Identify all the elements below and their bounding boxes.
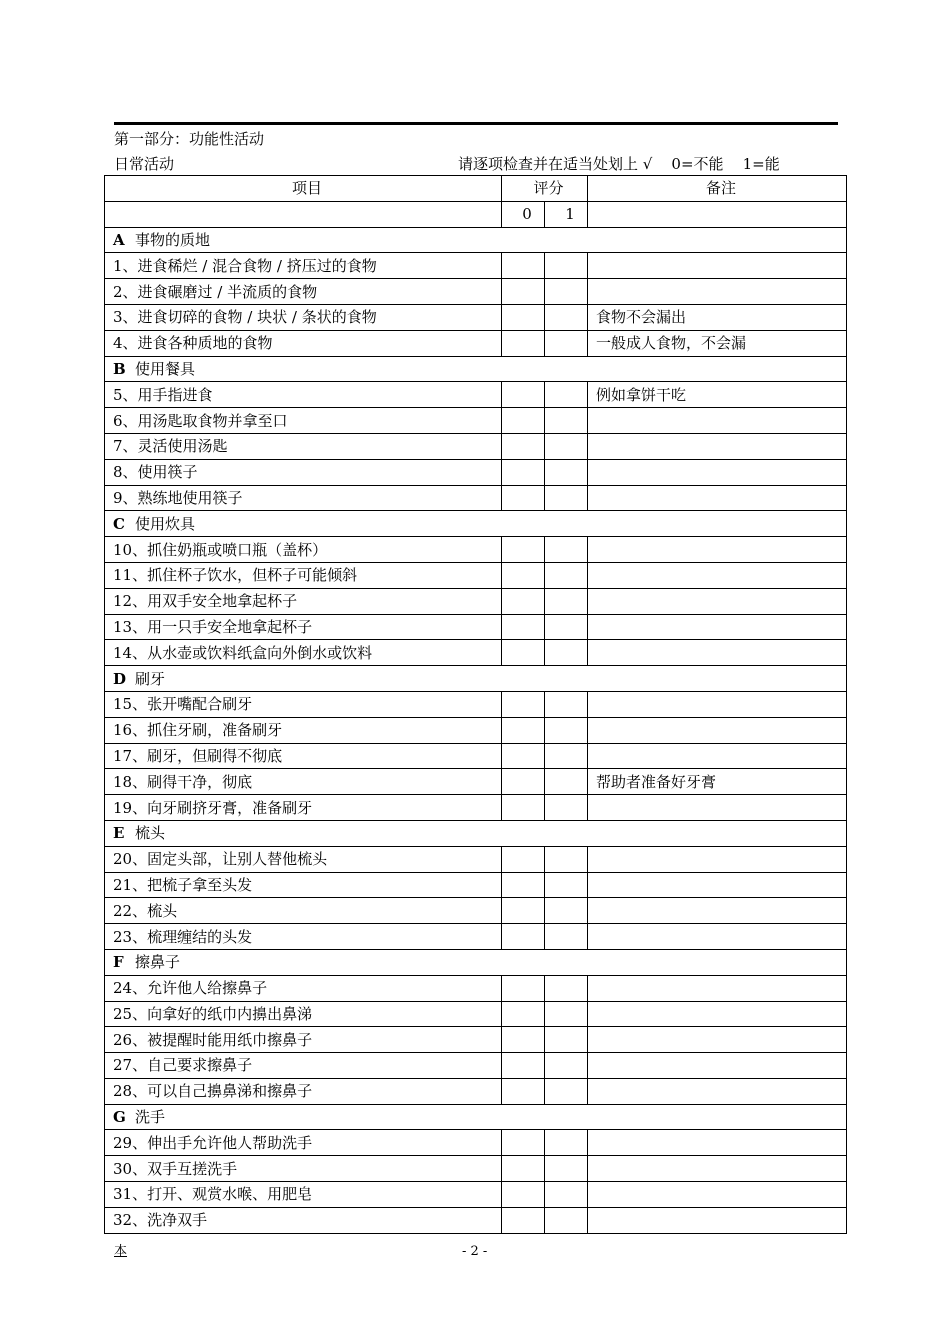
section-title: 刷牙 — [135, 669, 166, 688]
item-text: 13、用一只手安全地拿起杯子 — [105, 614, 502, 640]
note-cell — [588, 1078, 847, 1104]
score-1-cell[interactable] — [545, 1027, 588, 1053]
note-cell — [588, 846, 847, 872]
item-text: 17、刷牙，但刷得不彻底 — [105, 743, 502, 769]
section-title: 使用炊具 — [135, 514, 196, 533]
column-header-score: 评分 — [502, 176, 588, 202]
assessment-table — [104, 175, 847, 1234]
score-1-cell[interactable] — [545, 537, 588, 563]
section-title: 梳头 — [135, 824, 166, 843]
section-heading — [105, 227, 847, 253]
score-1-cell[interactable] — [545, 588, 588, 614]
item-text: 1、进食稀烂 / 混合食物 / 挤压过的食物 — [105, 253, 502, 279]
score-1-cell[interactable] — [545, 485, 588, 511]
section-letter: F — [113, 953, 124, 972]
section-title: 使用餐具 — [135, 359, 196, 378]
note-cell: 帮助者准备好牙膏 — [588, 769, 847, 795]
score-0-cell[interactable] — [502, 898, 545, 924]
score-0-cell[interactable] — [502, 485, 545, 511]
score-1-cell[interactable] — [545, 898, 588, 924]
blank-cell — [105, 201, 502, 227]
note-cell — [588, 743, 847, 769]
blank-cell — [588, 201, 847, 227]
note-cell — [588, 614, 847, 640]
score-0-cell[interactable] — [502, 588, 545, 614]
table-row — [105, 562, 847, 588]
section-letter: D — [113, 669, 127, 688]
item-text: 11、抓住杯子饮水，但杯子可能倾斜 — [105, 562, 502, 588]
section-letter: A — [113, 230, 125, 249]
score-1-cell[interactable] — [545, 743, 588, 769]
score-1-cell[interactable] — [545, 433, 588, 459]
score-0-cell[interactable] — [502, 279, 545, 305]
score-0-cell[interactable] — [502, 433, 545, 459]
section-row — [105, 949, 847, 975]
score-0-cell[interactable] — [502, 1001, 545, 1027]
score-0-cell[interactable] — [502, 408, 545, 434]
instruction-text: 请逐项检查并在适当处划上 √ 0=不能 1=能 — [458, 155, 780, 173]
note-cell: 一般成人食物，不会漏 — [588, 330, 847, 356]
table-row — [105, 1207, 847, 1233]
table-row — [105, 769, 847, 795]
score-1-cell[interactable] — [545, 846, 588, 872]
table-row — [105, 795, 847, 821]
score-0-label: 0 — [502, 201, 545, 227]
note-cell — [588, 459, 847, 485]
table-row — [105, 846, 847, 872]
section-letter: B — [113, 359, 126, 378]
score-0-cell[interactable] — [502, 795, 545, 821]
score-1-cell[interactable] — [545, 279, 588, 305]
note-cell — [588, 795, 847, 821]
table-row — [105, 924, 847, 950]
table-row — [105, 1053, 847, 1079]
top-rule — [114, 122, 838, 125]
daily-activities-label: 日常活动 — [114, 155, 175, 173]
table-row — [105, 640, 847, 666]
score-0-cell[interactable] — [502, 640, 545, 666]
item-text: 9、熟练地使用筷子 — [105, 485, 502, 511]
section-heading — [105, 356, 847, 382]
table-header-row — [105, 176, 847, 202]
item-text: 30、双手互搓洗手 — [105, 1156, 502, 1182]
score-1-label: 1 — [545, 201, 588, 227]
section-row — [105, 820, 847, 846]
score-0-cell[interactable] — [502, 924, 545, 950]
score-0-cell[interactable] — [502, 1156, 545, 1182]
item-text: 27、自己要求擦鼻子 — [105, 1053, 502, 1079]
score-0-cell[interactable] — [502, 459, 545, 485]
score-0-cell[interactable] — [502, 717, 545, 743]
score-1-cell[interactable] — [545, 1078, 588, 1104]
note-cell — [588, 588, 847, 614]
score-0-cell[interactable] — [502, 872, 545, 898]
item-text: 32、洗净双手 — [105, 1207, 502, 1233]
item-text: 22、梳头 — [105, 898, 502, 924]
note-cell — [588, 253, 847, 279]
score-0-cell[interactable] — [502, 614, 545, 640]
item-text: 31、打开、观赏水喉、用肥皂 — [105, 1182, 502, 1208]
note-cell — [588, 975, 847, 1001]
column-header-notes: 备注 — [588, 176, 847, 202]
score-1-cell[interactable] — [545, 1053, 588, 1079]
item-text: 23、梳理缠结的头发 — [105, 924, 502, 950]
score-1-cell[interactable] — [545, 717, 588, 743]
score-1-cell[interactable] — [545, 253, 588, 279]
score-0-cell[interactable] — [502, 253, 545, 279]
score-1-cell[interactable] — [545, 330, 588, 356]
note-cell — [588, 485, 847, 511]
table-row — [105, 382, 847, 408]
score-1-cell[interactable] — [545, 382, 588, 408]
table-row — [105, 614, 847, 640]
section-row — [105, 356, 847, 382]
note-cell — [588, 1053, 847, 1079]
score-0-cell[interactable] — [502, 975, 545, 1001]
table-row — [105, 898, 847, 924]
item-text: 28、可以自己擤鼻涕和擦鼻子 — [105, 1078, 502, 1104]
table-row — [105, 433, 847, 459]
item-text: 12、用双手安全地拿起杯子 — [105, 588, 502, 614]
score-1-cell[interactable] — [545, 408, 588, 434]
score-0-cell[interactable] — [502, 537, 545, 563]
note-cell — [588, 1027, 847, 1053]
item-text: 14、从水壶或饮料纸盒向外倒水或饮料 — [105, 640, 502, 666]
table-row — [105, 408, 847, 434]
note-cell — [588, 1156, 847, 1182]
score-0-cell[interactable] — [502, 769, 545, 795]
note-cell — [588, 640, 847, 666]
table-row — [105, 459, 847, 485]
score-0-cell[interactable] — [502, 382, 545, 408]
table-row — [105, 279, 847, 305]
score-1-cell[interactable] — [545, 975, 588, 1001]
score-1-cell[interactable] — [545, 691, 588, 717]
page-number: - 2 - — [462, 1244, 488, 1259]
note-cell — [588, 872, 847, 898]
item-text: 10、抓住奶瓶或喷口瓶（盖杯） — [105, 537, 502, 563]
section-title: 洗手 — [135, 1108, 166, 1127]
note-cell — [588, 898, 847, 924]
score-1-cell[interactable] — [545, 872, 588, 898]
score-1-cell[interactable] — [545, 1207, 588, 1233]
table-row — [105, 588, 847, 614]
part-title: 第一部分：功能性活动 — [114, 130, 265, 148]
table-row — [105, 1130, 847, 1156]
item-text: 18、刷得干净，彻底 — [105, 769, 502, 795]
item-text: 2、进食碾磨过 / 半流质的食物 — [105, 279, 502, 305]
section-row — [105, 1104, 847, 1130]
table-row — [105, 691, 847, 717]
section-letter: C — [113, 514, 125, 533]
table-row — [105, 330, 847, 356]
section-row — [105, 227, 847, 253]
table-row — [105, 743, 847, 769]
table-row — [105, 872, 847, 898]
table-row — [105, 717, 847, 743]
note-cell: 例如拿饼干吃 — [588, 382, 847, 408]
item-text: 4、进食各种质地的食物 — [105, 330, 502, 356]
score-0-cell[interactable] — [502, 1078, 545, 1104]
item-text: 7、灵活使用汤匙 — [105, 433, 502, 459]
score-1-cell[interactable] — [545, 614, 588, 640]
score-1-cell[interactable] — [545, 1001, 588, 1027]
note-cell — [588, 717, 847, 743]
score-0-cell[interactable] — [502, 1207, 545, 1233]
table-row — [105, 537, 847, 563]
table-row — [105, 1027, 847, 1053]
score-scale-row — [105, 201, 847, 227]
note-cell — [588, 1207, 847, 1233]
item-text: 5、用手指进食 — [105, 382, 502, 408]
section-letter: G — [113, 1108, 126, 1127]
section-letter: E — [113, 824, 125, 843]
table-row — [105, 1182, 847, 1208]
score-0-cell[interactable] — [502, 562, 545, 588]
note-cell — [588, 1001, 847, 1027]
item-text: 20、固定头部，让别人替他梳头 — [105, 846, 502, 872]
score-1-cell[interactable] — [545, 1156, 588, 1182]
section-heading — [105, 820, 847, 846]
item-text: 29、伸出手允许他人帮助洗手 — [105, 1130, 502, 1156]
score-0-cell[interactable] — [502, 1130, 545, 1156]
score-0-cell[interactable] — [502, 304, 545, 330]
score-1-cell[interactable] — [545, 1182, 588, 1208]
note-cell — [588, 691, 847, 717]
item-text: 25、向拿好的纸巾内擤出鼻涕 — [105, 1001, 502, 1027]
score-0-cell[interactable] — [502, 846, 545, 872]
score-1-cell[interactable] — [545, 459, 588, 485]
table-row — [105, 304, 847, 330]
score-1-cell[interactable] — [545, 1130, 588, 1156]
item-text: 26、被提醒时能用纸巾擦鼻子 — [105, 1027, 502, 1053]
score-1-cell[interactable] — [545, 924, 588, 950]
score-1-cell[interactable] — [545, 304, 588, 330]
score-0-cell[interactable] — [502, 1053, 545, 1079]
section-heading — [105, 949, 847, 975]
score-1-cell[interactable] — [545, 562, 588, 588]
table-row — [105, 485, 847, 511]
item-text: 16、抓住牙刷，准备刷牙 — [105, 717, 502, 743]
table-row — [105, 1001, 847, 1027]
item-text: 24、允许他人给擦鼻子 — [105, 975, 502, 1001]
section-heading — [105, 666, 847, 692]
item-text: 8、使用筷子 — [105, 459, 502, 485]
note-cell — [588, 1182, 847, 1208]
note-cell — [588, 279, 847, 305]
score-1-cell[interactable] — [545, 795, 588, 821]
note-cell — [588, 408, 847, 434]
column-header-item: 项目 — [105, 176, 502, 202]
note-cell — [588, 537, 847, 563]
table-row — [105, 1156, 847, 1182]
footer-left-text: 本 — [114, 1244, 128, 1259]
item-text: 15、张开嘴配合刷牙 — [105, 691, 502, 717]
score-1-cell[interactable] — [545, 640, 588, 666]
note-cell — [588, 1130, 847, 1156]
item-text: 3、进食切碎的食物 / 块状 / 条状的食物 — [105, 304, 502, 330]
table-row — [105, 1078, 847, 1104]
score-1-cell[interactable] — [545, 769, 588, 795]
item-text: 19、向牙刷挤牙膏，准备刷牙 — [105, 795, 502, 821]
note-cell — [588, 433, 847, 459]
section-heading — [105, 511, 847, 537]
table-row — [105, 253, 847, 279]
note-cell — [588, 562, 847, 588]
score-0-cell[interactable] — [502, 1027, 545, 1053]
section-title: 事物的质地 — [135, 230, 211, 249]
section-heading — [105, 1104, 847, 1130]
note-cell — [588, 924, 847, 950]
score-0-cell[interactable] — [502, 1182, 545, 1208]
score-0-cell[interactable] — [502, 330, 545, 356]
section-row — [105, 511, 847, 537]
item-text: 6、用汤匙取食物并拿至口 — [105, 408, 502, 434]
section-title: 擦鼻子 — [135, 953, 181, 972]
item-text: 21、把梳子拿至头发 — [105, 872, 502, 898]
score-0-cell[interactable] — [502, 743, 545, 769]
score-0-cell[interactable] — [502, 691, 545, 717]
table-row — [105, 975, 847, 1001]
section-row — [105, 666, 847, 692]
note-cell: 食物不会漏出 — [588, 304, 847, 330]
